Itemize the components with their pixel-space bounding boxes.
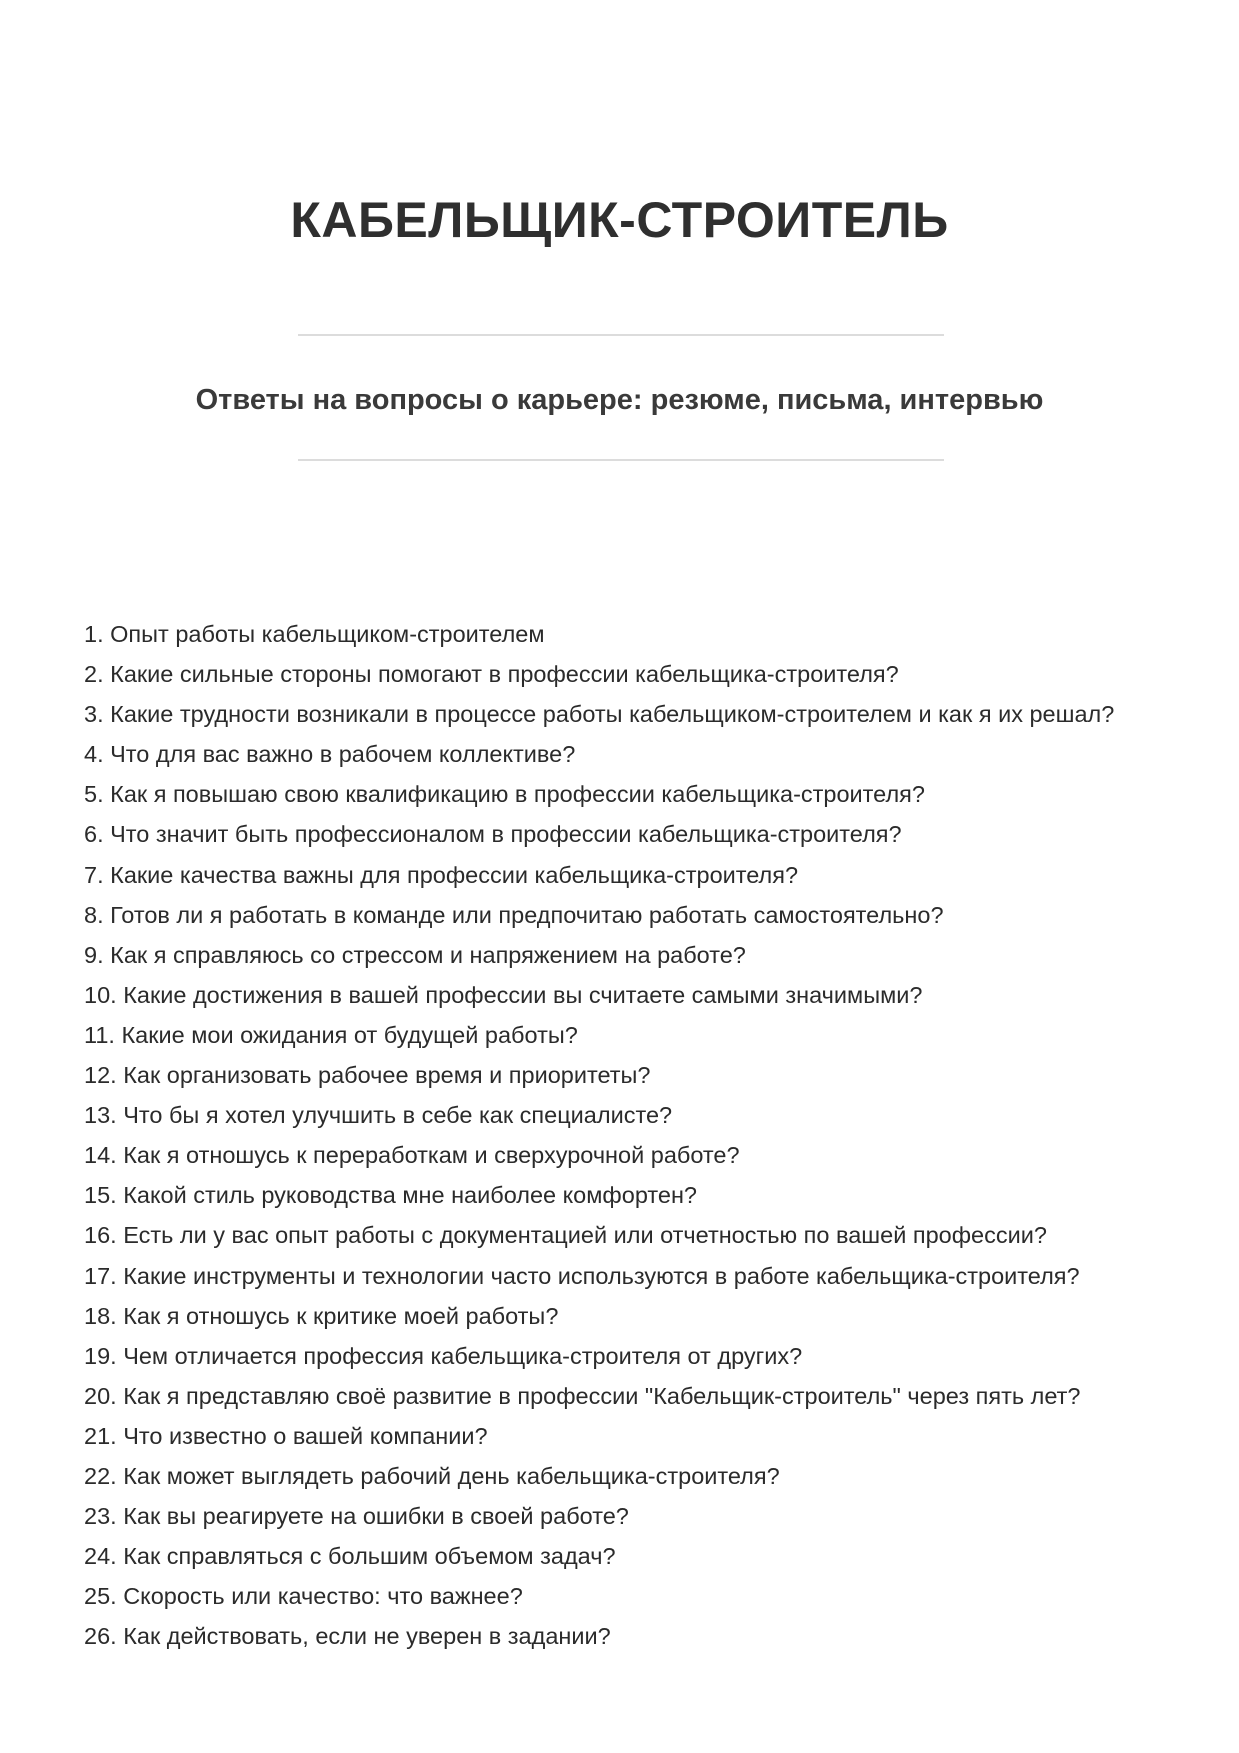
list-item: 2. Какие сильные стороны помогают в профессии кабельщика-строителя? (84, 661, 899, 688)
list-item: 12. Как организовать рабочее время и приоритеты? (84, 1062, 651, 1089)
list-item: 3. Какие трудности возникали в процессе работы кабельщиком-строителем и как я их решал? (84, 701, 1115, 728)
list-item: 22. Как может выглядеть рабочий день кабельщика-строителя? (84, 1462, 780, 1489)
list-item: 16. Есть ли у вас опыт работы с документацией или отчетностью по вашей профессии? (84, 1222, 1047, 1249)
list-item: 21. Что известно о вашей компании? (84, 1422, 488, 1449)
divider-top (298, 334, 944, 336)
list-item: 25. Скорость или качество: что важнее? (84, 1583, 523, 1610)
list-item: 26. Как действовать, если не уверен в задании? (84, 1623, 611, 1650)
list-item: 11. Какие мои ожидания от будущей работы? (84, 1021, 578, 1048)
list-item: 8. Готов ли я работать в команде или предпочитаю работать самостоятельно? (84, 901, 944, 928)
page-subtitle: Ответы на вопросы о карьере: резюме, письма, интервью (195, 384, 1044, 416)
page-title: КАБЕЛЬЩИК-СТРОИТЕЛЬ (290, 192, 949, 248)
list-item: 24. Как справляться с большим объемом задач? (84, 1543, 616, 1570)
list-item: 9. Как я справляюсь со стрессом и напряжением на работе? (84, 941, 746, 968)
list-item: 5. Как я повышаю свою квалификацию в профессии кабельщика-строителя? (84, 781, 925, 808)
list-item: 14. Как я отношусь к переработкам и сверхурочной работе? (84, 1142, 740, 1169)
divider-bottom (298, 459, 944, 461)
list-item: 23. Как вы реагируете на ошибки в своей работе? (84, 1503, 629, 1530)
list-item: 20. Как я представляю своё развитие в профессии "Кабельщик-строитель" через пять лет? (84, 1382, 1081, 1409)
question-list (84, 614, 1174, 1656)
list-item: 17. Какие инструменты и технологии часто используются в работе кабельщика-строителя? (84, 1262, 1080, 1289)
list-item: 7. Какие качества важны для профессии кабельщика-строителя? (84, 861, 799, 888)
list-item: 4. Что для вас важно в рабочем коллективе? (84, 741, 576, 768)
list-item: 19. Чем отличается профессия кабельщика-строителя от других? (84, 1342, 803, 1369)
list-item: 15. Какой стиль руководства мне наиболее комфортен? (84, 1182, 697, 1209)
list-item: 10. Какие достижения в вашей профессии вы считаете самыми значимыми? (84, 981, 923, 1008)
list-item: 1. Опыт работы кабельщиком-строителем (84, 621, 545, 647)
list-item: 6. Что значит быть профессионалом в профессии кабельщика-строителя? (84, 821, 902, 848)
list-item: 13. Что бы я хотел улучшить в себе как специалисте? (84, 1102, 673, 1129)
list-item: 18. Как я отношусь к критике моей работы? (84, 1302, 559, 1329)
